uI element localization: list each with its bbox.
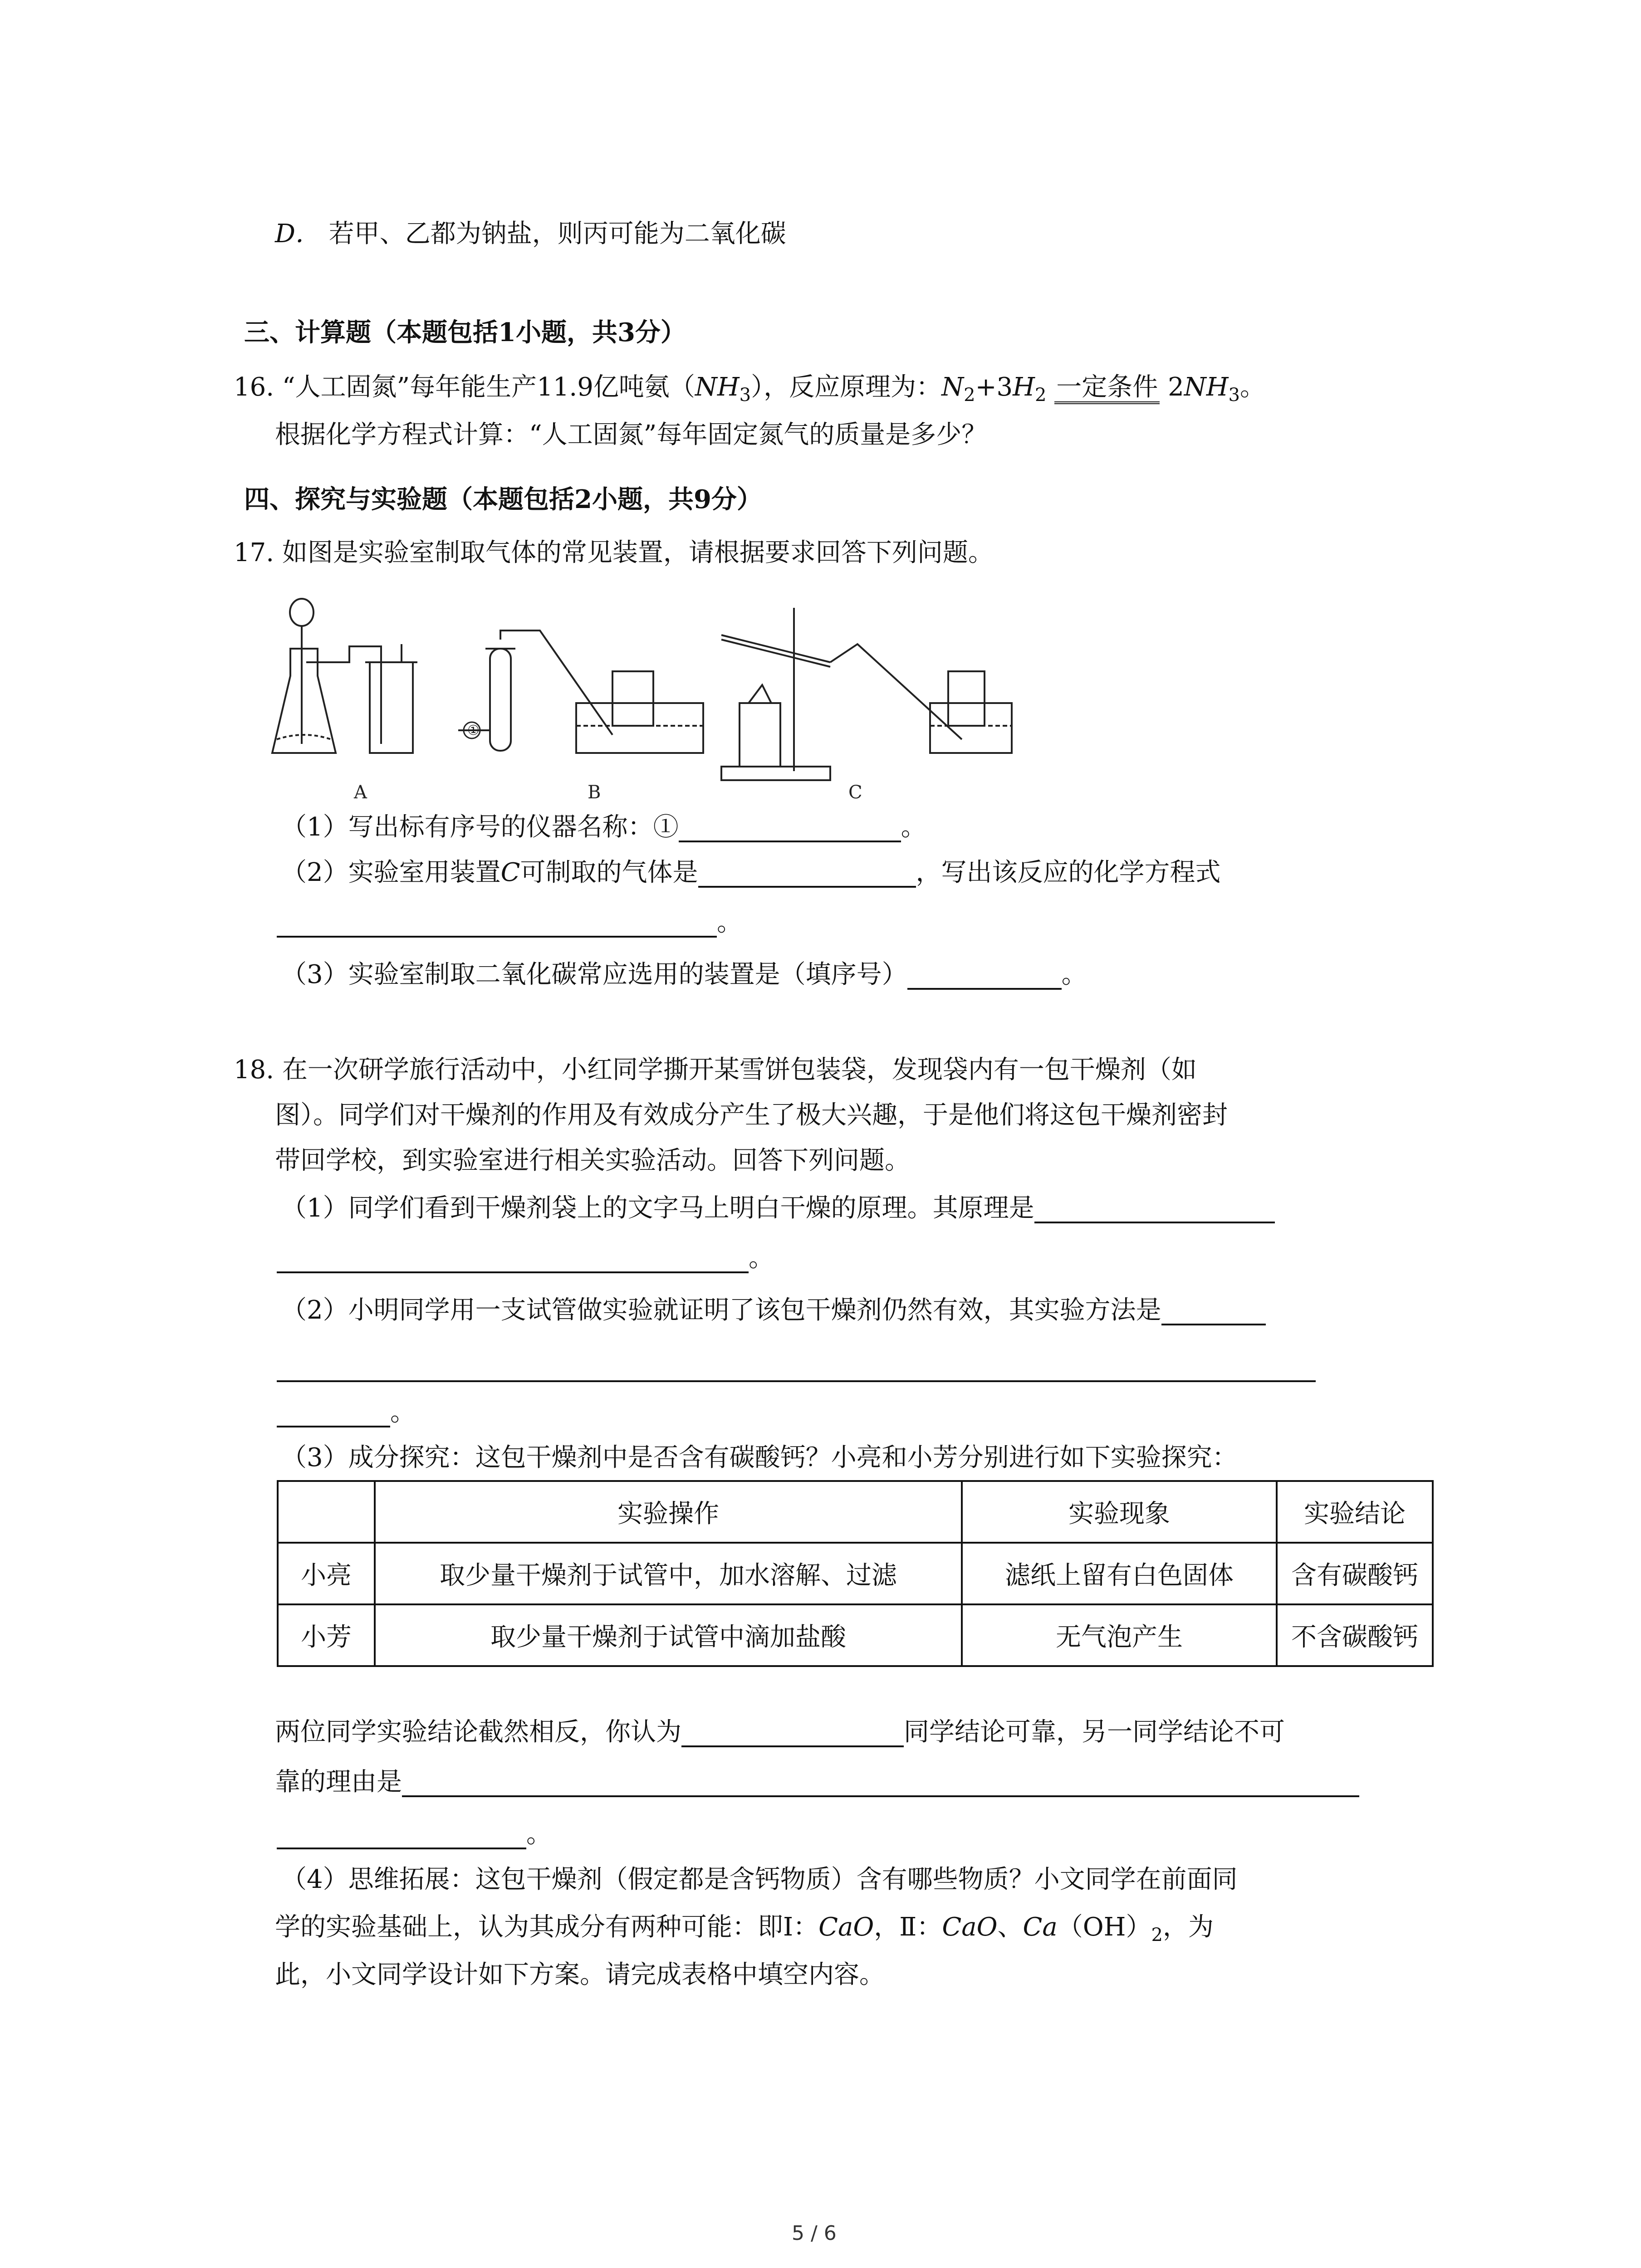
punctuation: 。 — [390, 1398, 416, 1427]
q18-line3: 带回学校，到实验室进行相关实验活动。回答下列问题。 — [275, 1146, 910, 1175]
q17-stem — [234, 538, 994, 568]
q16-line2: 根据化学方程式计算：“人工固氮”每年固定氮气的质量是多少？ — [275, 420, 987, 450]
subscript: 3 — [739, 385, 751, 406]
answer-blank[interactable] — [1034, 1194, 1275, 1223]
table-header-row — [278, 1481, 1433, 1543]
q18-part1 — [281, 1193, 1275, 1223]
question-number: 16. — [234, 372, 274, 402]
apparatus-a-flask — [272, 599, 417, 753]
section-3-title: 三、计算题（本题包括1小题，共3分） — [244, 318, 686, 347]
answer-blank[interactable] — [277, 1398, 390, 1427]
table-cell: 不含碳酸钙 — [1277, 1604, 1433, 1666]
answer-blank[interactable] — [698, 859, 916, 888]
formula: H — [1013, 372, 1035, 402]
question-number: 17. — [234, 538, 274, 567]
option-label: D． — [275, 219, 321, 249]
q18-text: ，为 — [1162, 1912, 1214, 1942]
apparatus-b-tube — [458, 631, 703, 753]
answer-blank[interactable] — [679, 813, 901, 842]
lab-apparatus-figure — [268, 594, 1021, 803]
q18-part3: （3）成分探究：这包干燥剂中是否含有碳酸钙？小亮和小芳分别进行如下实验探究： — [281, 1443, 1238, 1472]
apparatus-c-heating — [721, 608, 1012, 780]
q18-conclusion-line1 — [275, 1717, 1285, 1747]
punctuation: 。 — [717, 908, 742, 937]
subscript: 2 — [1151, 1925, 1163, 1945]
label-c: C — [848, 782, 862, 803]
formula: 2 — [1168, 372, 1184, 402]
formula: NH — [1184, 372, 1229, 402]
subscript: 2 — [1034, 385, 1047, 406]
punctuation: 。 — [526, 1819, 552, 1849]
q17-text: 如图是实验室制取气体的常见装置，请根据要求回答下列问题。 — [282, 538, 994, 567]
table-cell: 无气泡产生 — [962, 1604, 1277, 1666]
q18-conclusion-line3 — [277, 1819, 552, 1849]
table-cell: 小亮 — [278, 1543, 375, 1604]
q18-part1-line2 — [277, 1243, 774, 1273]
table-row — [278, 1543, 1433, 1604]
answer-blank[interactable] — [277, 909, 717, 938]
q18-part4-line1: （4）思维拓展：这包干燥剂（假定都是含钙物质）含有哪些物质？小文同学在前面同 — [281, 1865, 1238, 1894]
q17-part2-line2 — [277, 907, 742, 938]
section-4-title: 四、探究与实验题（本题包括2小题，共9分） — [244, 484, 762, 514]
q18-text: ，Ⅱ： — [874, 1912, 942, 1942]
q18-part1-text: （1）同学们看到干燥剂袋上的文字马上明白干燥的原理。其原理是 — [281, 1193, 1034, 1223]
q18-part2 — [281, 1295, 1266, 1325]
q18-part2-text: （2）小明同学用一支试管做实验就证明了该包干燥剂仍然有效，其实验方法是 — [281, 1295, 1161, 1325]
q17-part2 — [281, 857, 1221, 888]
experiment-table — [277, 1480, 1434, 1667]
punctuation: 。 — [901, 812, 926, 842]
q17-part1 — [281, 812, 926, 842]
table-row — [278, 1604, 1433, 1666]
answer-blank[interactable] — [277, 1244, 749, 1273]
table-header: 实验结论 — [1277, 1481, 1433, 1543]
formula: （OH） — [1057, 1912, 1151, 1942]
q17-part3 — [281, 959, 1087, 990]
q18-conclusion-line2 — [275, 1767, 1359, 1797]
label-a: A — [354, 782, 367, 803]
table-header — [278, 1481, 375, 1543]
q17-part1-text: （1）写出标有序号的仪器名称：① — [281, 812, 679, 842]
answer-blank[interactable] — [402, 1768, 1359, 1797]
subscript: 3 — [1228, 385, 1240, 406]
punctuation: 。 — [1240, 372, 1265, 402]
q16-text: “人工固氮”每年能生产11.9亿吨氨（ — [282, 372, 695, 402]
punctuation: 。 — [749, 1243, 774, 1273]
formula: CaO — [818, 1912, 874, 1942]
formula: CaO — [942, 1912, 998, 1942]
marker-1-label: ① — [467, 723, 480, 738]
answer-blank[interactable] — [907, 961, 1062, 990]
question-number: 18. — [234, 1055, 274, 1085]
page-number: 5 / 6 — [792, 2222, 837, 2245]
q16-line1 — [234, 372, 1265, 406]
q18-part4-line3: 此，小文同学设计如下方案。请完成表格中填空内容。 — [275, 1960, 885, 1989]
answer-blank[interactable] — [277, 1353, 1316, 1382]
q18-text: 同学结论可靠，另一同学结论不可 — [904, 1717, 1285, 1747]
q17-part3-text: （3）实验室制取二氧化碳常应选用的装置是（填序号） — [281, 960, 907, 989]
apparatus-ref: C — [500, 858, 520, 887]
q18-part4-line2 — [275, 1912, 1214, 1946]
q18-part2-line3 — [277, 1397, 416, 1427]
answer-blank[interactable] — [1161, 1296, 1266, 1325]
q18-line2: 图）。同学们对干燥剂的作用及有效成分产生了极大兴趣，于是他们将这包干燥剂密封 — [275, 1100, 1228, 1130]
table-cell: 取少量干燥剂于试管中，加水溶解、过滤 — [375, 1543, 962, 1604]
table-cell: 小芳 — [278, 1604, 375, 1666]
formula: N — [941, 372, 964, 402]
q18-text: 学的实验基础上，认为其成分有两种可能：即Ⅰ： — [275, 1912, 819, 1942]
q16-text: ），反应原理为： — [751, 372, 942, 402]
table-header: 实验操作 — [375, 1481, 962, 1543]
punctuation: 。 — [1061, 960, 1087, 989]
formula: Ca — [1023, 1912, 1058, 1942]
q17-part2-text: 可制取的气体是 — [520, 858, 698, 887]
table-cell: 含有碳酸钙 — [1277, 1543, 1433, 1604]
formula: NH — [695, 372, 740, 402]
q17-part2-text: ，写出该反应的化学方程式 — [916, 858, 1221, 887]
q18-text: 在一次研学旅行活动中，小红同学撕开某雪饼包装袋，发现袋内有一包干燥剂（如 — [282, 1055, 1197, 1085]
formula: +3 — [975, 372, 1013, 402]
q18-text: 靠的理由是 — [275, 1767, 402, 1797]
punctuation: 、 — [997, 1912, 1023, 1942]
answer-blank[interactable] — [277, 1820, 526, 1849]
q18-text: 两位同学实验结论截然相反，你认为 — [275, 1717, 681, 1747]
q18-line1 — [234, 1055, 1197, 1085]
option-d — [275, 219, 786, 249]
q17-part2-text: （2）实验室用装置 — [281, 858, 501, 887]
option-text: 若甲、乙都为钠盐，则丙可能为二氧化碳 — [328, 219, 786, 249]
answer-blank[interactable] — [681, 1718, 904, 1747]
table-cell: 滤纸上留有白色固体 — [962, 1543, 1277, 1604]
label-b: B — [588, 782, 601, 803]
table-cell: 取少量干燥剂于试管中滴加盐酸 — [375, 1604, 962, 1666]
table-header: 实验现象 — [962, 1481, 1277, 1543]
reaction-condition: 一定条件 — [1054, 373, 1160, 404]
subscript: 2 — [964, 385, 975, 406]
q18-part2-line2 — [277, 1352, 1316, 1382]
